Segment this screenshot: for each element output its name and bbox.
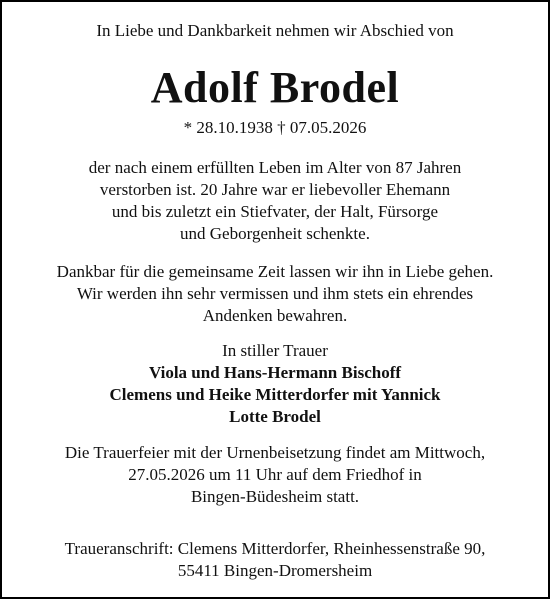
address-line: Traueranschrift: Clemens Mitterdorfer, Rheinhessenstraße 90, — [64, 539, 486, 558]
deceased-name: Adolf Brodel — [150, 63, 400, 112]
address-line: 55411 Bingen-Dromersheim — [177, 561, 373, 580]
funeral-info — [2, 442, 548, 508]
mourners-block — [2, 340, 548, 428]
gratitude-text — [2, 261, 548, 327]
obituary-line: und bis zuletzt ein Stiefvater, der Halt, Fürsorge — [111, 202, 439, 221]
funeral-line: Die Trauerfeier mit der Urnenbeisetzung findet am Mittwoch, — [64, 443, 486, 462]
mourner-name: Lotte Brodel — [229, 407, 321, 426]
obituary-line: verstorben ist. 20 Jahre war er liebevoller Ehemann — [99, 180, 451, 199]
obituary-line: und Geborgenheit schenkte. — [180, 224, 370, 243]
obituary-line: der nach einem erfüllten Leben im Alter von 87 Jahren — [88, 158, 462, 177]
mourner-name: Clemens und Heike Mitterdorfer mit Yannick — [109, 385, 441, 404]
obituary-text — [2, 157, 548, 245]
mourning-address — [2, 538, 548, 582]
gratitude-line: Wir werden ihn sehr vermissen und ihm stets ein ehrendes — [76, 284, 474, 303]
mourner-name: Viola und Hans-Hermann Bischoff — [148, 363, 402, 382]
gratitude-line: Andenken bewahren. — [202, 306, 348, 325]
gratitude-line: Dankbar für die gemeinsame Zeit lassen wir ihn in Liebe gehen. — [56, 262, 494, 281]
mourners-heading: In stiller Trauer — [222, 341, 328, 360]
life-dates: * 28.10.1938 † 07.05.2026 — [183, 118, 367, 137]
funeral-line: 27.05.2026 um 11 Uhr auf dem Friedhof in — [128, 465, 422, 484]
funeral-line: Bingen-Büdesheim statt. — [190, 487, 360, 506]
intro-text: In Liebe und Dankbarkeit nehmen wir Abschied von — [96, 21, 454, 40]
